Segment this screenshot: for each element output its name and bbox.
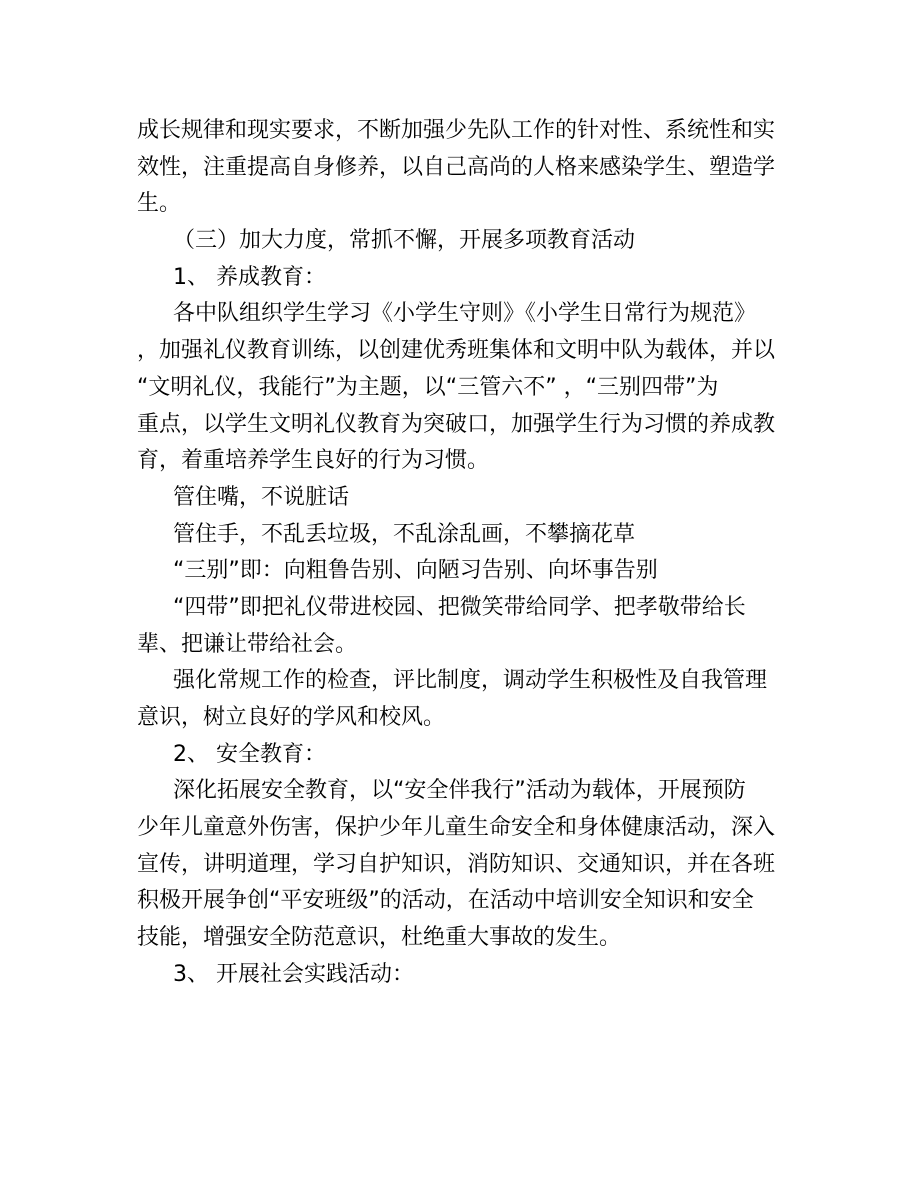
- text-line: 宣传，讲明道理，学习自护知识，消防知识、交通知识，并在各班: [137, 851, 776, 877]
- text-line: ，加强礼仪教育训练，以创建优秀班集体和文明中队为载体，并以: [137, 338, 776, 364]
- text-line: 强化常规工作的检查，评比制度，调动学生积极性及自我管理: [173, 668, 768, 694]
- text-line: 效性，注重提高自身修养，以自己高尚的人格来感染学生、塑造学: [137, 154, 776, 180]
- document-page: [137, 113, 787, 994]
- text-line: 少年儿童意外伤害，保护少年儿童生命安全和身体健康活动，深入: [137, 815, 776, 841]
- text-line: 意识，树立良好的学风和校风。: [137, 705, 446, 730]
- text-line: 3、 开展社会实践活动：: [173, 961, 414, 987]
- text-line: “三别”即：向粗鲁告别、向陋习告别、向坏事告别: [173, 558, 658, 584]
- text-line: 成长规律和现实要求，不断加强少先队工作的针对性、系统性和实: [137, 118, 776, 143]
- text-line: 深化拓展安全教育，以“安全伴我行”活动为载体，开展预防: [173, 778, 746, 804]
- text-line: 辈、把谦让带给社会。: [137, 631, 358, 657]
- text-line: （三）加大力度，常抓不懈，开展多项教育活动: [173, 228, 636, 254]
- text-line: 各中队组织学生学习《小学生守则》《小学生日常行为规范》: [173, 301, 757, 327]
- text-line: 2、 安全教育：: [173, 741, 326, 767]
- text-line: “文明礼仪，我能行”为主题，以“三管六不” ，“三别四带”为: [137, 374, 719, 400]
- text-line: 重点，以学生文明礼仪教育为突破口，加强学生行为习惯的养成教: [137, 411, 776, 437]
- text-line: 1、 养成教育：: [173, 264, 326, 290]
- text-line: 生。: [137, 191, 182, 217]
- text-line: 育，着重培养学生良好的行为习惯。: [137, 448, 490, 474]
- text-line: 管住嘴，不说脏话: [173, 484, 350, 510]
- text-line: 管住手，不乱丢垃圾，不乱涂乱画，不攀摘花草: [173, 521, 636, 547]
- text-line: “四带”即把礼仪带进校园、把微笑带给同学、把孝敬带给长: [173, 594, 746, 620]
- text-line: 积极开展争创“平安班级”的活动，在活动中培训安全知识和安全: [137, 888, 754, 914]
- text-line: 技能，增强安全防范意识，杜绝重大事故的发生。: [137, 925, 622, 951]
